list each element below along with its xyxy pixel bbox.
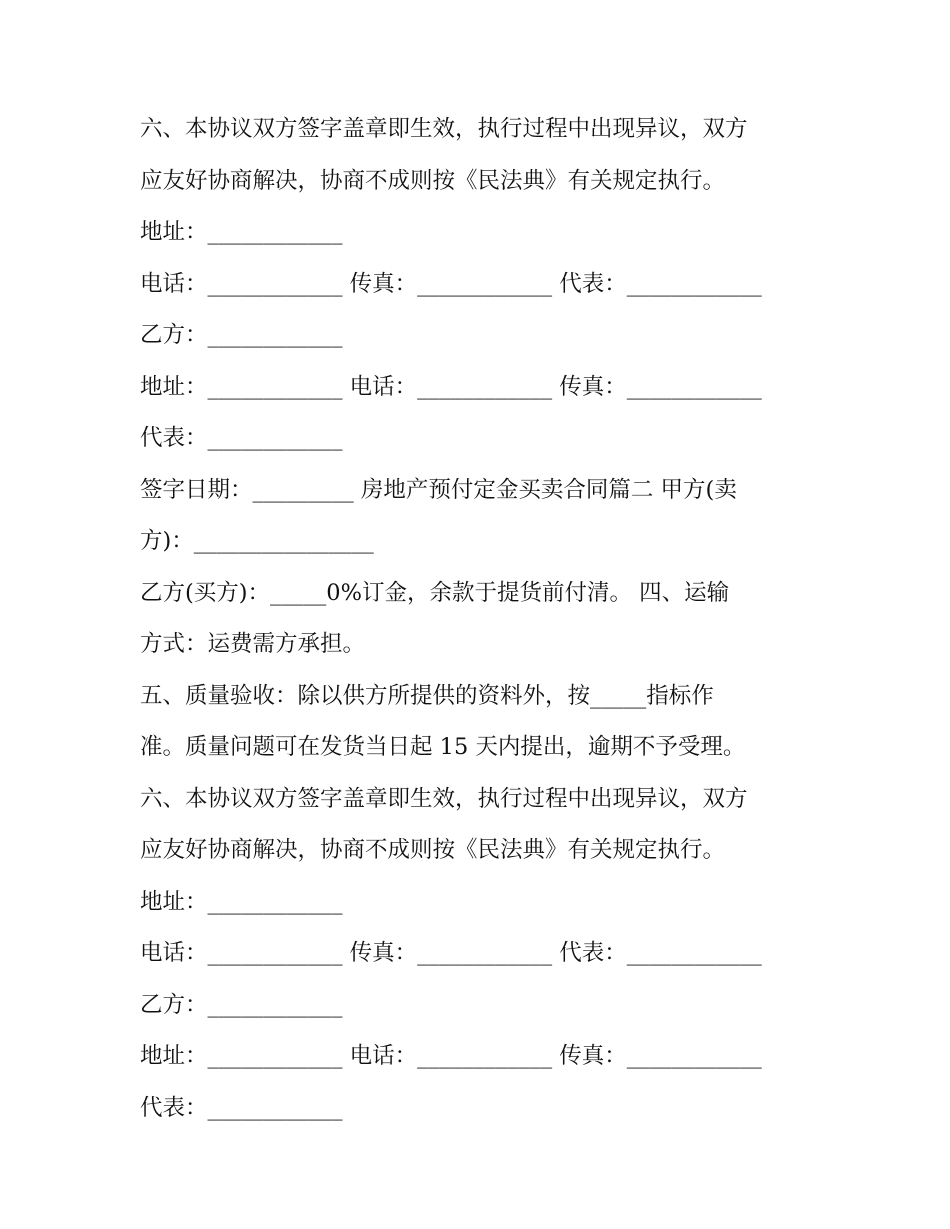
party-a-contact-line: 电话：____________ 传真：____________ 代表：____________ [140, 270, 762, 297]
transport-line: 方式：运费需方承担。 [140, 631, 366, 657]
party-b-representative-line: 代表：____________ [140, 425, 343, 451]
party-b-repeat-line: 乙方：____________ [140, 991, 343, 1018]
seller-line: 方)：________________ [140, 528, 374, 554]
clause-six-repeat-line-1: 六、本协议双方签字盖章即生效，执行过程中出现异议，双方 [140, 785, 748, 812]
quality-acceptance-line-1: 五、质量验收：除以供方所提供的资料外，按_____指标作 [140, 682, 714, 709]
clause-six-repeat-line-2: 应友好协商解决，协商不成则按《民法典》有关规定执行。 [140, 837, 726, 863]
party-a-contact-repeat-line: 电话：____________ 传真：____________ 代表：____________ [140, 940, 762, 966]
party-b-line: 乙方：____________ [140, 322, 343, 348]
party-b-contact-repeat-line: 地址：____________ 电话：____________ 传真：____________ [140, 1043, 762, 1069]
party-b-contact-line: 地址：____________ 电话：____________ 传真：____________ [140, 373, 762, 400]
party-b-representative-repeat-line: 代表：____________ [140, 1094, 343, 1121]
clause-six-line-1: 六、本协议双方签字盖章即生效，执行过程中出现异议，双方 [140, 116, 748, 142]
clause-six-line-2: 应友好协商解决，协商不成则按《民法典》有关规定执行。 [140, 167, 726, 194]
document-body [140, 104, 820, 1134]
buyer-deposit-line: 乙方(买方)：_____0%订金，余款于提货前付清。 四、运输 [140, 579, 730, 606]
party-a-address-repeat-line: 地址：____________ [140, 888, 343, 915]
quality-acceptance-line-2: 准。质量问题可在发货当日起 15 天内提出，逾期不予受理。 [140, 734, 746, 760]
sign-date-line: 签字日期：_________ 房地产预付定金买卖合同篇二 甲方(卖 [140, 476, 737, 503]
party-a-address-line: 地址：____________ [140, 219, 343, 245]
